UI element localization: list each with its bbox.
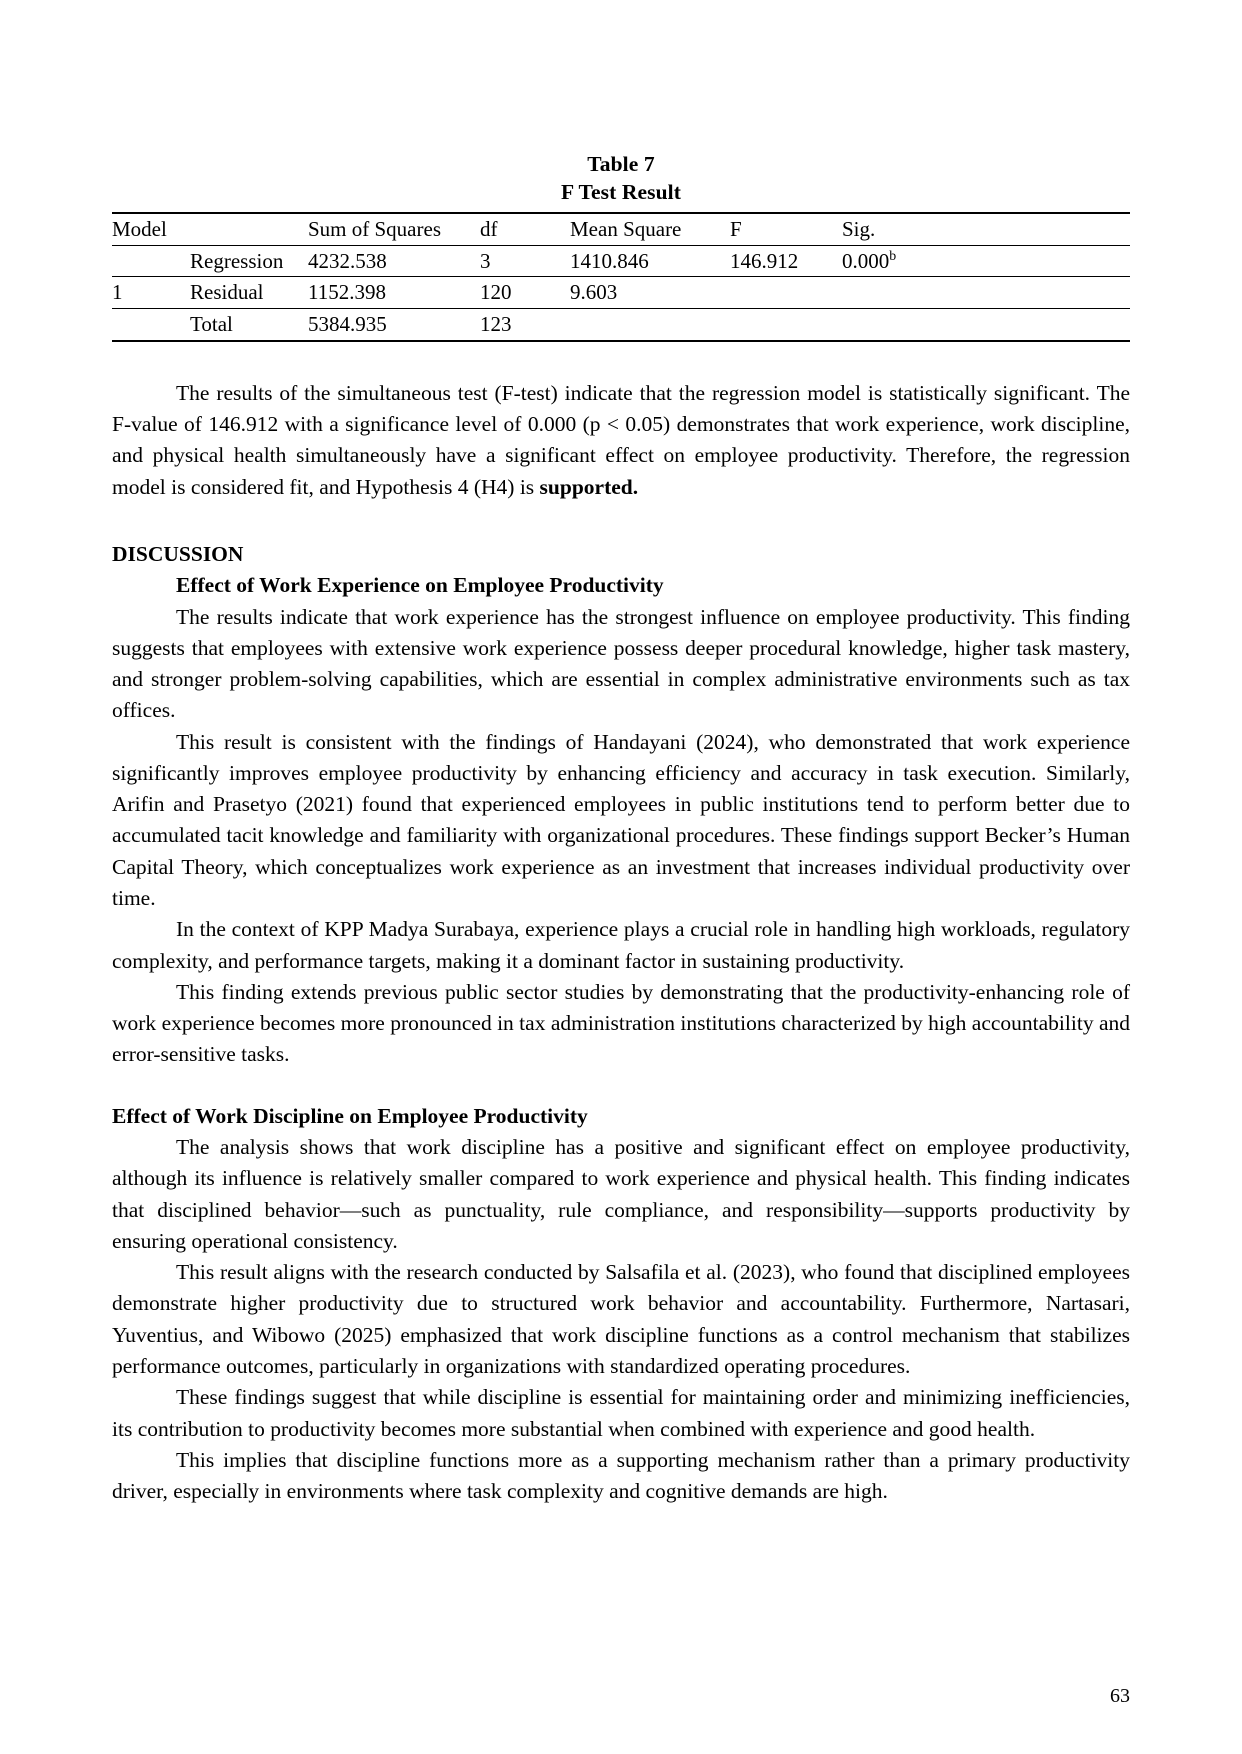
table-row xyxy=(112,277,1130,309)
cell-sig-value: 0.000 xyxy=(842,248,890,273)
cell-f xyxy=(730,277,842,309)
cell-df: 123 xyxy=(480,312,512,337)
cell-model: 1 xyxy=(112,280,123,305)
cell-sig xyxy=(842,245,1130,277)
cell-model xyxy=(112,309,190,341)
col-header-df: df xyxy=(480,216,498,241)
cell-mean-square xyxy=(570,309,730,341)
cell-mean-square: 9.603 xyxy=(570,280,618,305)
col-header-model: Model xyxy=(112,216,167,241)
subsection-heading-work-experience: Effect of Work Experience on Employee Productivity xyxy=(176,573,664,598)
paragraph: This finding extends previous public sector studies by demonstrating that the productivity-enhancing role of work experience becomes more pronounced in tax administration institutions characterized by high accountability and error-sensitive tasks. xyxy=(112,979,1130,1067)
col-header-sig: Sig. xyxy=(842,216,876,241)
page-number: 63 xyxy=(1110,1685,1130,1707)
table-row xyxy=(112,309,1130,341)
table-block xyxy=(112,150,1130,342)
col-header-source xyxy=(190,213,308,245)
cell-sig xyxy=(842,277,1130,309)
col-header-f: F xyxy=(730,216,742,241)
table-header-row xyxy=(112,213,1130,245)
f-test-table xyxy=(112,212,1130,342)
cell-source: Regression xyxy=(190,248,284,273)
paragraph: This implies that discipline functions more as a supporting mechanism rather than a primary productivity driver, especially in environments where task complexity and cognitive demands are high. xyxy=(112,1447,1130,1504)
subsection-heading-work-discipline: Effect of Work Discipline on Employee Productivity xyxy=(112,1103,588,1128)
col-header-mean-square: Mean Square xyxy=(570,216,682,241)
intro-paragraph-bold-tail: supported. xyxy=(539,474,639,499)
intro-paragraph-text: The results of the simultaneous test (F-test) indicate that the regression model is statistically significant. The F-value of 146.912 with a significance level of 0.000 (p < 0.05) demonstrates that work experience, work discipline, and physical health simultaneously have a significant effect on employee productivity. Therefore, the regression model is considered fit, and Hypothesis 4 (H4) is xyxy=(112,380,1130,499)
discussion-heading: DISCUSSION xyxy=(112,541,244,566)
cell-f: 146.912 xyxy=(730,248,799,273)
paragraph: The results indicate that work experience has the strongest influence on employee productivity. This finding suggests that employees with extensive work experience possess deeper procedural knowledge, higher task mastery, and stronger problem-solving capabilities, which are essential in complex administrative environments such as tax offices. xyxy=(112,604,1130,723)
cell-df: 120 xyxy=(480,280,512,305)
paragraph: This result is consistent with the findings of Handayani (2024), who demonstrated that work experience significantly improves employee productivity by enhancing efficiency and accuracy in task execution. Similarly, Arifin and Prasetyo (2021) found that experienced employees in public institutions tend to perform better due to accumulated tacit knowledge and familiarity with organizational procedures. These findings support Becker’s Human Capital Theory, which conceptualizes work experience as an investment that increases individual productivity over time. xyxy=(112,729,1130,911)
cell-f xyxy=(730,309,842,341)
paragraph: These findings suggest that while discipline is essential for maintaining order and minimizing inefficiencies, its contribution to productivity becomes more substantial when combined with experience and good health. xyxy=(112,1385,1130,1441)
paragraph: In the context of KPP Madya Surabaya, experience plays a crucial role in handling high workloads, regulatory complexity, and performance targets, making it a dominant factor in sustaining productivity. xyxy=(112,917,1130,973)
table-caption-number: Table 7 xyxy=(587,152,655,176)
cell-source: Residual xyxy=(190,280,264,305)
intro-paragraph xyxy=(112,378,1130,503)
cell-source: Total xyxy=(190,312,233,337)
cell-model xyxy=(112,245,190,277)
col-header-sum-of-squares: Sum of Squares xyxy=(308,216,441,241)
table-row xyxy=(112,245,1130,277)
paragraph: The analysis shows that work discipline has a positive and significant effect on employee productivity, although its influence is relatively smaller compared to work experience and physical health. This finding indicates that disciplined behavior—such as punctuality, rule compliance, and responsibility—supports productivity by ensuring operational consistency. xyxy=(112,1135,1130,1253)
cell-sum-of-squares: 5384.935 xyxy=(308,312,387,337)
cell-sum-of-squares: 1152.398 xyxy=(308,280,386,305)
paragraph: This result aligns with the research conducted by Salsafila et al. (2023), who found that disciplined employees demonstrate higher productivity due to structured work behavior and accountability. Furthermore, Nartasari, Yuventius, and Wibowo (2025) emphasized that work discipline functions as a control mechanism that stabilizes performance outcomes, particularly in organizations with standardized operating procedures. xyxy=(112,1260,1130,1378)
cell-sig-superscript: b xyxy=(889,247,897,263)
cell-mean-square: 1410.846 xyxy=(570,248,649,273)
cell-df: 3 xyxy=(480,248,491,273)
cell-sum-of-squares: 4232.538 xyxy=(308,248,387,273)
table-caption-title: F Test Result xyxy=(561,180,681,205)
cell-sig xyxy=(842,309,1130,341)
spacer xyxy=(112,1071,1130,1101)
spacer xyxy=(112,503,1130,539)
